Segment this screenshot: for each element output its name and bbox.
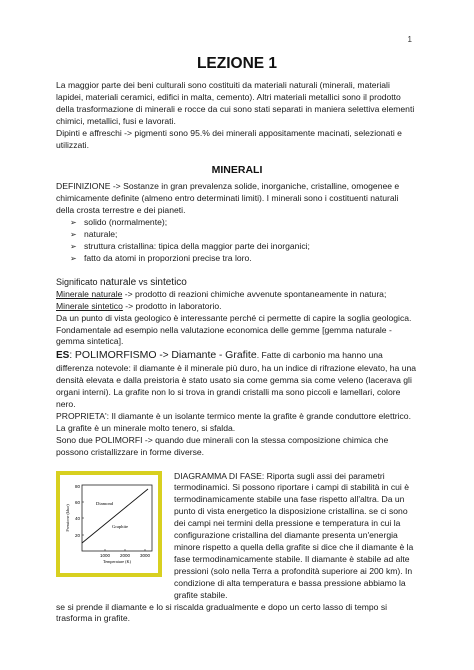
significato-word-sintetico: sintetico	[150, 276, 187, 288]
naturale-desc: -> prodotto di reazioni chimiche avvenute spontaneamente in natura;	[122, 288, 387, 299]
significato-line	[56, 276, 418, 289]
es-dash: -	[216, 350, 226, 362]
significato-word-naturale: naturale	[100, 276, 137, 288]
phase-diagram-svg	[60, 475, 158, 573]
diagramma-paragraph: DIAGRAMMA DI FASE: Riporta sugli assi dei parametri termodinamici. Si possono riportare i campi di stabilità in cui è termodinamicamente stabile una fase rispetto all'altra. Da un punto di vista energetico la disposizione cristallina. se ci sono dei campi nei termini della pressione e temperatura in cui la configurazione cristallina del diamante presenta un'energia minore rispetto a quella della grafite si dice che il diamante è la fase termodinamicamente stabile. Il diamante è stabile ad alte pressioni (solo nella Terra a profondità superiore ai 200 km). In condizione di alta temperatura e bassa pressione abbiamo la grafite stabile.	[174, 470, 414, 600]
x-axis-label: Temperature (K)	[103, 558, 131, 564]
figure-row	[56, 471, 418, 602]
intro-paragraph-1: La maggior parte dei beni culturali sono costituiti da materiali naturali (minerali, materiali lapidei, materiali ceramici, edifici in malta, cemento). Altri materiali metallici sono il prodotto della trasformazione di minerali e rocce da cui sono stati separati in maniera selettiva elementi chimici, metallici, fusi e lavorati.	[56, 80, 415, 126]
phase-boundary-line	[82, 489, 148, 543]
x-tick-label: 1000	[99, 552, 111, 558]
y-tick-label: 20	[74, 532, 80, 538]
final-paragraph: se si prende il diamante e lo si riscalda gradualmente e dopo un certo lasso di tempo si trasforma in grafite.	[56, 601, 388, 624]
lesson-title: LEZIONE 1	[196, 55, 278, 72]
phase-diagram-figure	[56, 471, 162, 577]
definition-paragraph: DEFINIZIONE -> Sostanze in gran prevalenza solide, inorganiche, cristalline, omogenee e chimicamente definite (almeno entro determinati limiti). I minerali sono i costituenti naturali della crosta terrestre e dei pianeti.	[56, 181, 400, 216]
diamond-region-label: Diamond	[96, 500, 114, 506]
list-item: ➢ solido (normalmente);	[70, 217, 418, 229]
minerali-heading: MINERALI	[211, 164, 263, 177]
naturale-term: Minerale naturale	[56, 288, 123, 299]
mineral-properties-list	[56, 217, 418, 265]
polimorfismo-desc: . Fatte di carbonio ma hanno una differenza notevole: il diamante è il minerale più duro, ha un indice di rifrazione elevato, ha una densità elevata e dalla preistoria è stato usato sia come gemma sia come veleno (lacerava gli organi interni). La grafite non lo si trova in grandi cristalli ma sono piccoli e lamellari, colore nero.	[56, 350, 417, 410]
page-number: 1	[407, 35, 412, 44]
list-item: ➢ fatto da atomi in proporzioni precise tra loro.	[70, 253, 418, 265]
es-label: ES	[56, 350, 70, 362]
grafite-term: Grafite	[225, 349, 257, 362]
y-tick-label: 40	[74, 515, 80, 521]
y-tick-label: 60	[74, 499, 80, 505]
es-colon: :	[69, 350, 75, 362]
polimorfismo-paragraph	[56, 348, 418, 411]
significato-vs: vs	[136, 276, 151, 287]
sintetico-line	[56, 301, 418, 313]
plot-frame	[82, 485, 152, 551]
list-item: ➢ naturale;	[70, 229, 418, 241]
sintetico-term: Minerale sintetico	[56, 300, 123, 311]
graphite-region-label: Graphite	[112, 523, 129, 529]
x-tick-label: 3000	[139, 552, 151, 558]
x-tick-label: 2000	[119, 552, 131, 558]
polimorfi-paragraph: Sono due POLIMORFI -> quando due minerali con la stessa composizione chimica che possono cristallizzare in forme diverse.	[56, 434, 389, 457]
naturale-line	[56, 289, 418, 301]
proprieta-paragraph: PROPRIETA': Il diamante è un isolante termico mente la grafite è grande conduttore elettrico. La grafite è un minerale molto tenero, si sfalda.	[56, 410, 411, 433]
y-tick-label: 80	[74, 483, 80, 489]
significato-prefix: Significato	[56, 276, 101, 287]
geologic-paragraph: Da un punto di vista geologico è interessante perché ci permette di capire la soglia geologica. Fondamentale ad esempio nella valutazione economica delle gemme [gemma naturale - gemma sintetica].	[56, 312, 412, 347]
y-axis-label: Pressione (kbar)	[65, 503, 70, 532]
page-content	[56, 54, 418, 625]
sintetico-desc: -> prodotto in laboratorio.	[122, 300, 222, 311]
diamante-term: Diamante	[171, 349, 217, 362]
polimorfismo-term: POLIMORFISMO	[74, 349, 157, 362]
es-arrow: ->	[156, 350, 172, 362]
intro-paragraph-2: Dipinti e affreschi -> pigmenti sono 95.% dei minerali appositamente macinati, selezionati e utilizzati.	[56, 127, 402, 150]
list-item: ➢ struttura cristallina: tipica della maggior parte dei inorganici;	[70, 241, 418, 253]
